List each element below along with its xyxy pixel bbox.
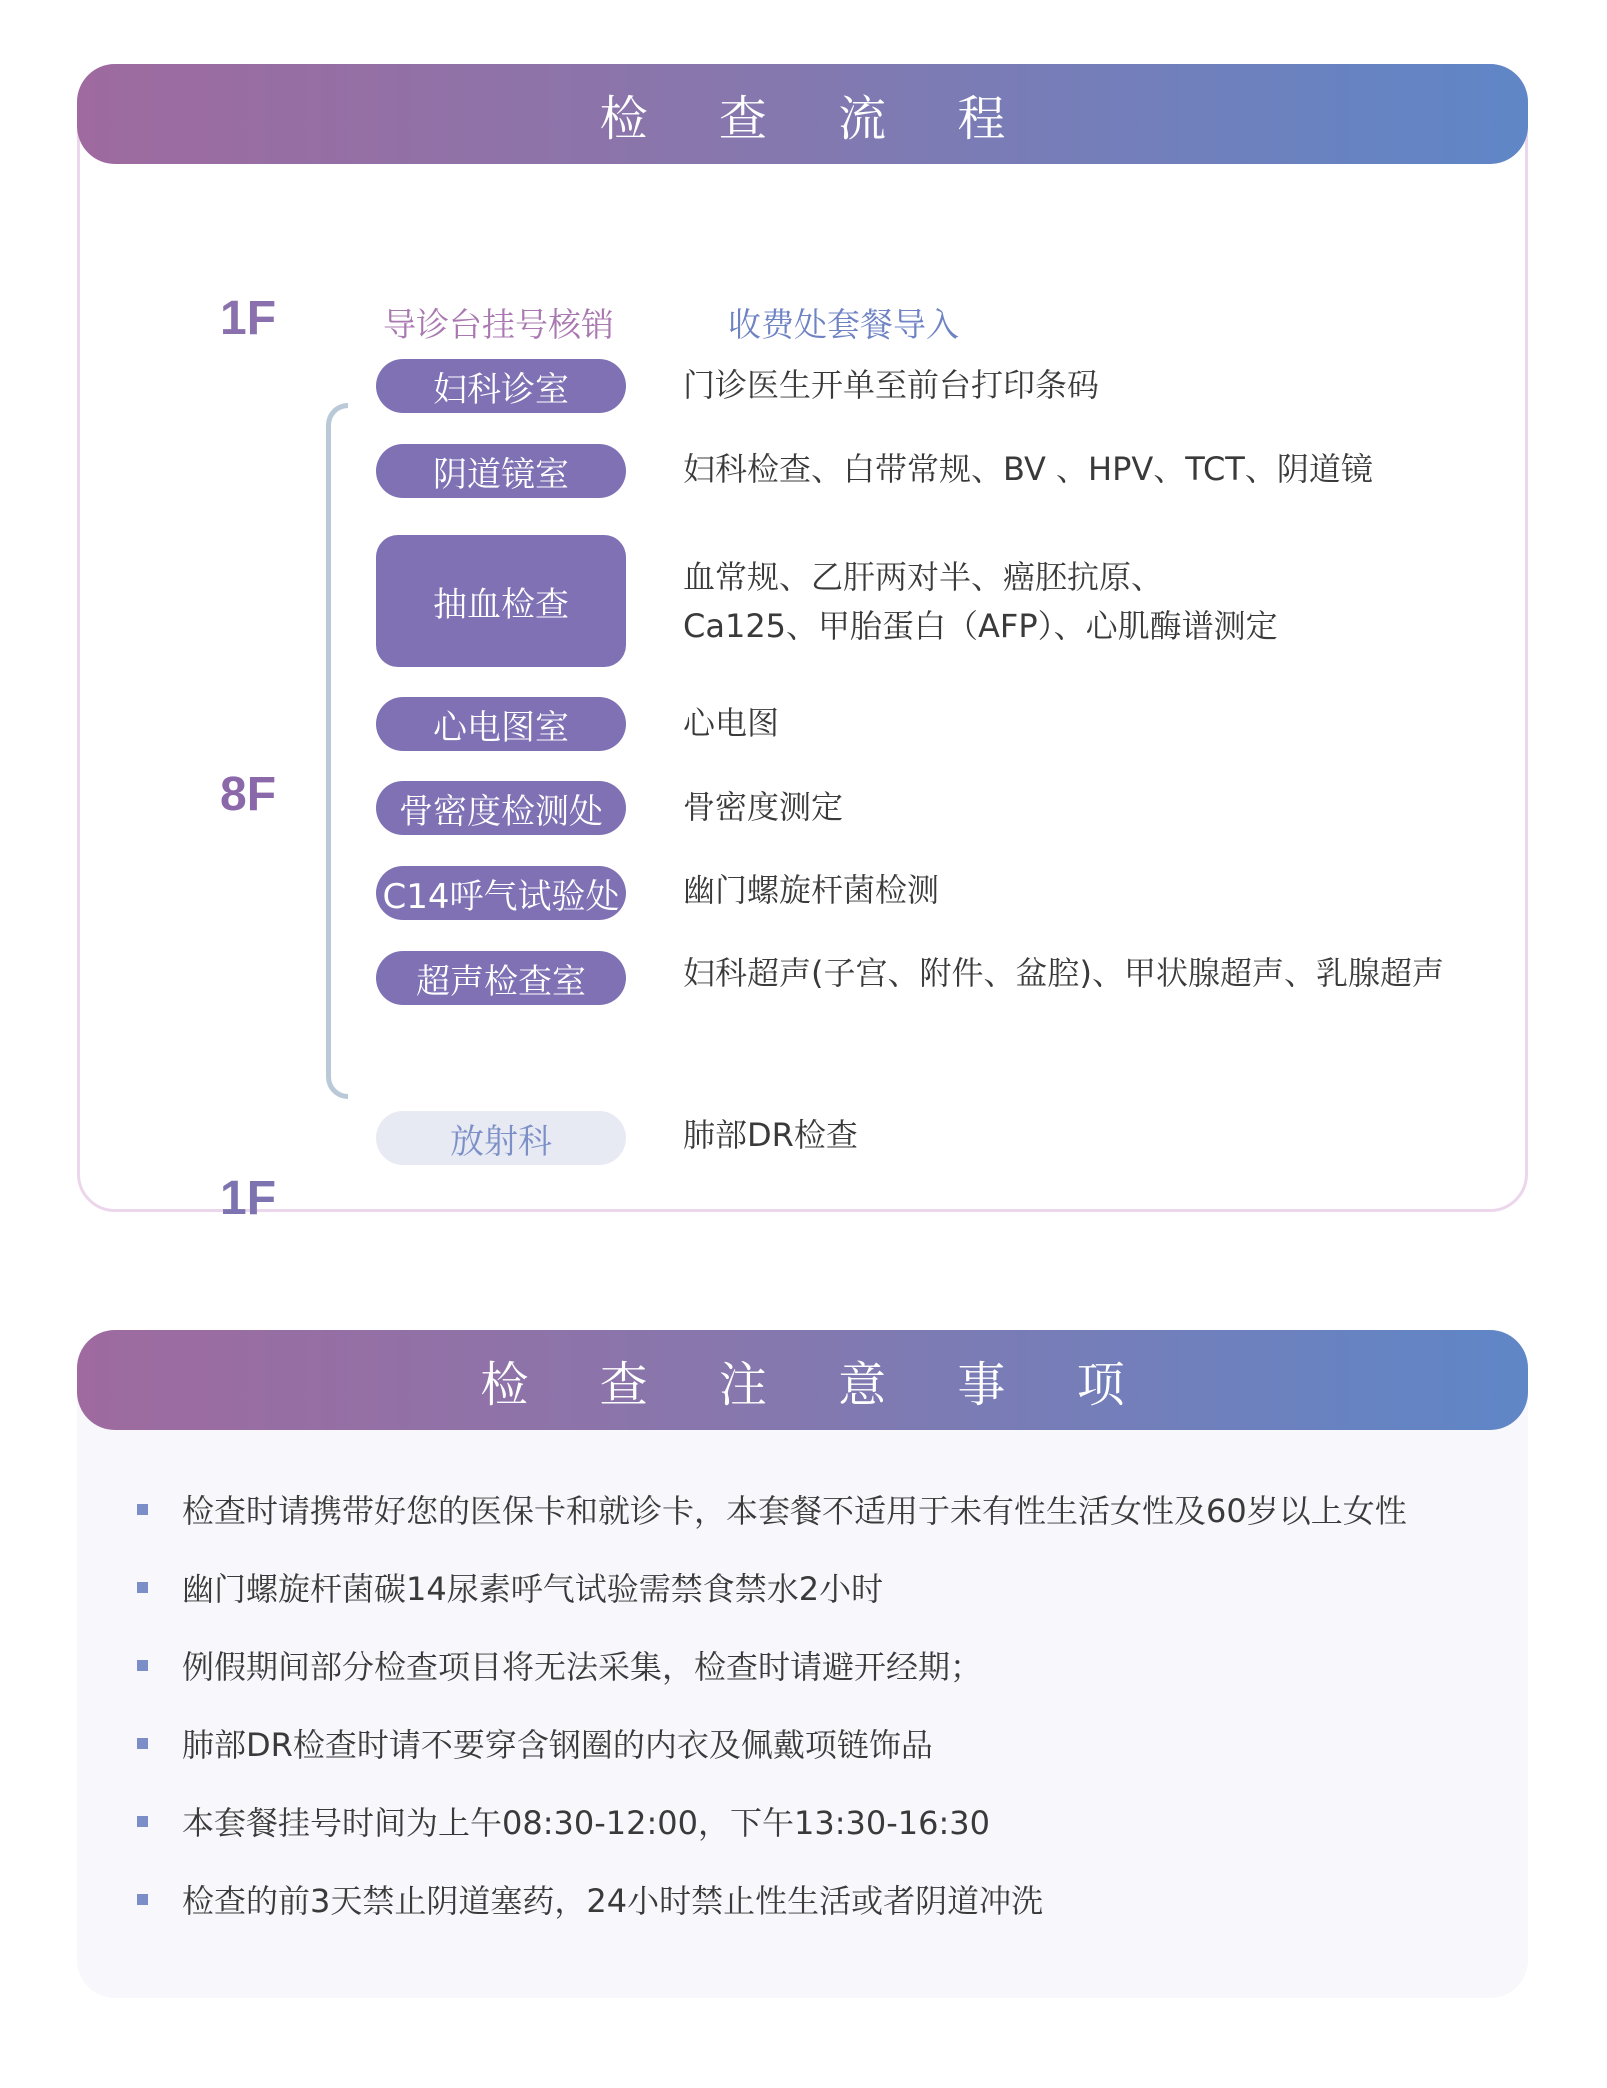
room-radiology-desc: 肺部DR检查: [683, 1116, 858, 1154]
bullet-square-icon: [137, 1894, 148, 1905]
list-item: [137, 1704, 1407, 1782]
exam-notes-title: 检 查 注 意 事 项: [480, 1356, 1153, 1413]
bullet-square-icon: [137, 1738, 148, 1749]
room-bone-density-desc: 骨密度测定: [683, 788, 844, 826]
list-item: [137, 1470, 1407, 1548]
room-c14-breath-test[interactable]: C14呼气试验处: [376, 866, 626, 920]
bullet-square-icon: [137, 1504, 148, 1515]
list-item: [137, 1548, 1407, 1626]
room-gynecology-clinic-desc: 门诊医生开单至前台打印条码: [683, 366, 1100, 404]
room-bone-density[interactable]: 骨密度检测处: [376, 781, 626, 835]
room-colposcopy-desc: 妇科检查、白带常规、BV 、HPV、TCT、阴道镜: [683, 450, 1373, 488]
bullet-square-icon: [137, 1582, 148, 1593]
note-text: 检查的前3天禁止阴道塞药，24小时禁止性生活或者阴道冲洗: [182, 1882, 1044, 1920]
exam-flow-card: [77, 64, 1528, 1225]
exam-flow-header: [77, 64, 1528, 164]
floor-label-1f-bottom: 1F: [220, 1172, 277, 1225]
room-c14-breath-test-desc: 幽门螺旋杆菌检测: [683, 871, 940, 909]
bullet-square-icon: [137, 1660, 148, 1671]
notes-list: [137, 1470, 1407, 1938]
note-text: 肺部DR检查时请不要穿含钢圈的内衣及佩戴项链饰品: [182, 1726, 933, 1764]
floor-label-8f: 8F: [220, 768, 277, 821]
room-radiology[interactable]: 放射科: [376, 1111, 626, 1165]
exam-notes-header: [77, 1330, 1528, 1430]
list-item: [137, 1626, 1407, 1704]
floor-label-1f-top: 1F: [220, 292, 277, 345]
note-text: 检查时请携带好您的医保卡和就诊卡，本套餐不适用于未有性生活女性及60岁以上女性: [182, 1492, 1407, 1530]
room-ultrasound[interactable]: 超声检查室: [376, 951, 626, 1005]
note-text: 本套餐挂号时间为上午08:30-12:00，下午13:30-16:30: [182, 1804, 990, 1842]
exam-notes-card: [77, 1330, 1528, 1998]
exam-flow-title: 检 查 流 程: [599, 90, 1034, 147]
bullet-square-icon: [137, 1816, 148, 1827]
room-ecg[interactable]: 心电图室: [376, 697, 626, 751]
note-text: 例假期间部分检查项目将无法采集，检查时请避开经期；: [182, 1648, 983, 1686]
room-blood-test-desc-line2: Ca125、甲胎蛋白（AFP）、心肌酶谱测定: [683, 607, 1278, 645]
room-ecg-desc: 心电图: [683, 704, 780, 742]
room-blood-test-desc-line1: 血常规、乙肝两对半、癌胚抗原、: [683, 558, 1164, 596]
list-item: [137, 1782, 1407, 1860]
room-blood-test[interactable]: 抽血检查: [376, 535, 626, 667]
link-triage-registration[interactable]: 导诊台挂号核销: [383, 305, 614, 344]
room-ultrasound-desc: 妇科超声(子宫、附件、盆腔)、甲状腺超声、乳腺超声: [683, 954, 1444, 992]
link-cashier-package-import[interactable]: 收费处套餐导入: [728, 305, 959, 344]
floor-8f-bracket: [326, 403, 348, 1099]
room-colposcopy[interactable]: 阴道镜室: [376, 444, 626, 498]
note-text: 幽门螺旋杆菌碳14尿素呼气试验需禁食禁水2小时: [182, 1570, 884, 1608]
list-item: [137, 1860, 1407, 1938]
room-gynecology-clinic[interactable]: 妇科诊室: [376, 359, 626, 413]
